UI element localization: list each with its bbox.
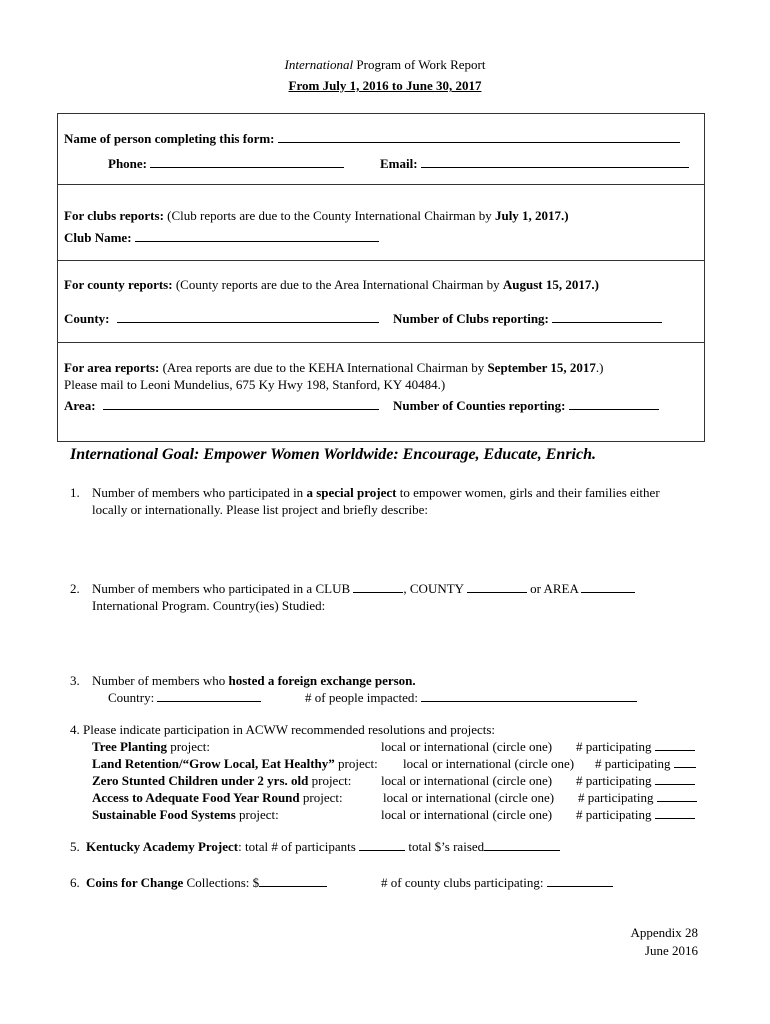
clubs-reporting-row [393, 311, 662, 327]
q4-row-5-part-label: # participating [576, 807, 652, 822]
q6-clubs-field[interactable] [547, 875, 613, 887]
county-lead: For county reports: [64, 277, 173, 292]
q5-bold: Kentucky Academy Project [86, 839, 239, 854]
q6-clubs-label: # of county clubs participating: [381, 875, 547, 890]
phone-row [108, 156, 344, 172]
q4-row-4 [92, 790, 343, 806]
question-2 [70, 581, 635, 597]
q4-row-3-part-label: # participating [576, 773, 652, 788]
county-field[interactable] [117, 311, 379, 323]
question-4-intro: 4. Please indicate participation in ACWW recommended resolutions and projects: [70, 722, 496, 737]
q1-number: 1. [70, 485, 80, 500]
q1-line2: locally or internationally. Please list project and briefly describe: [92, 502, 428, 517]
report-title [0, 57, 770, 73]
question-6 [70, 875, 327, 891]
counties-reporting-label: Number of Counties reporting: [393, 398, 566, 413]
q4-row-1-circle: local or international (circle one) [381, 739, 553, 754]
q4-row-3-participating [576, 773, 695, 789]
phone-label: Phone: [108, 156, 147, 171]
q6-number: 6. [70, 875, 80, 890]
q4-row-2 [92, 756, 378, 772]
q4-row-1-rest: project: [167, 739, 210, 754]
q4-row-5-bold: Sustainable Food Systems [92, 807, 236, 822]
q4-row-5-rest: project: [235, 807, 279, 822]
q4-row-4-bold: Access to Adequate Food Year Round [92, 790, 300, 805]
area-lead: For area reports: [64, 360, 160, 375]
q6-clubs-row [381, 875, 613, 891]
county-row [64, 311, 379, 327]
area-close: .) [595, 360, 604, 375]
email-row [380, 156, 689, 172]
phone-field[interactable] [150, 156, 344, 168]
name-label: Name of person completing this form: [64, 131, 275, 146]
clubs-reporting-label: Number of Clubs reporting: [393, 311, 549, 326]
q4-row-5 [92, 807, 279, 823]
club-name-label: Club Name: [64, 230, 132, 245]
subtitle-text: From July 1, 2016 to June 30, 2017 [288, 78, 482, 93]
title-rest: Program of Work Report [353, 57, 486, 72]
q2-county-field[interactable] [467, 581, 527, 593]
county-label: County: [64, 311, 110, 326]
q2-text-c: or AREA [526, 581, 582, 596]
international-goal: International Goal: Empower Women Worldwide: Encourage, Educate, Enrich. [70, 446, 596, 463]
county-instructions [64, 277, 599, 293]
clubs-instructions [64, 208, 569, 224]
q5-number: 5. [70, 839, 80, 854]
footer-date: June 2016 [644, 943, 698, 958]
email-label: Email: [380, 156, 418, 171]
q4-row-2-rest: project: [334, 756, 378, 771]
area-date: September 15, 2017 [487, 360, 596, 375]
q3-country-label: Country: [108, 690, 158, 705]
q3-impacted-row [305, 690, 637, 706]
divider [57, 260, 705, 261]
name-field[interactable] [278, 131, 680, 143]
area-row [64, 398, 379, 414]
question-5 [70, 839, 560, 855]
q4-row-2-part-label: # participating [595, 756, 671, 771]
q6-bold: Coins for Change [86, 875, 184, 890]
area-label: Area: [64, 398, 96, 413]
q4-row-4-field[interactable] [657, 790, 697, 802]
q4-row-1-participating [576, 739, 695, 755]
area-text: (Area reports are due to the KEHA International Chairman by [159, 360, 488, 375]
report-subtitle [0, 78, 770, 94]
q4-row-3-circle: local or international (circle one) [381, 773, 553, 788]
q4-row-4-rest: project: [299, 790, 343, 805]
question-3 [70, 673, 416, 689]
q2-area-field[interactable] [581, 581, 635, 593]
q4-row-2-bold: Land Retention/“Grow Local, Eat Healthy” [92, 756, 335, 771]
q3-number: 3. [70, 673, 80, 688]
q4-row-1-field[interactable] [655, 739, 695, 751]
clubs-text: (Club reports are due to the County International Chairman by [163, 208, 495, 223]
club-name-row [64, 230, 379, 246]
q2-text-a: Number of members who participated in a CLUB [92, 581, 354, 596]
q5-raised-field[interactable] [484, 839, 560, 851]
q5-text-b: total $’s raised [405, 839, 485, 854]
q4-row-3-rest: project: [308, 773, 352, 788]
name-row [64, 131, 680, 147]
q4-row-4-circle: local or international (circle one) [383, 790, 555, 805]
q4-row-5-participating [576, 807, 695, 823]
q3-bold: hosted a foreign exchange person. [228, 673, 416, 688]
q5-participants-field[interactable] [359, 839, 405, 851]
q4-row-3 [92, 773, 351, 789]
q3-impacted-field[interactable] [421, 690, 637, 702]
q6-collections-field[interactable] [259, 875, 327, 887]
question-1 [70, 485, 660, 501]
q4-row-5-field[interactable] [655, 807, 695, 819]
q4-row-1 [92, 739, 210, 755]
clubs-reporting-field[interactable] [552, 311, 662, 323]
q4-row-2-circle: local or international (circle one) [403, 756, 575, 771]
q2-number: 2. [70, 581, 80, 596]
q3-impacted-label: # of people impacted: [305, 690, 422, 705]
q1-text-b: to empower women, girls and their families either [396, 485, 660, 500]
q4-row-4-part-label: # participating [578, 790, 654, 805]
area-instructions [64, 360, 604, 376]
q2-text-b: , COUNTY [403, 581, 467, 596]
q4-row-2-participating [595, 756, 696, 772]
email-field[interactable] [421, 156, 689, 168]
q1-text-a: Number of members who participated in [92, 485, 307, 500]
appendix-label: Appendix 28 [630, 925, 698, 940]
q4-row-1-part-label: # participating [576, 739, 652, 754]
q3-country-row [108, 690, 261, 706]
clubs-lead: For clubs reports: [64, 208, 164, 223]
counties-reporting-row [393, 398, 659, 414]
area-field[interactable] [103, 398, 379, 410]
title-italic: International [284, 57, 354, 72]
county-text: (County reports are due to the Area International Chairman by [172, 277, 503, 292]
area-mail-address: Please mail to Leoni Mundelius, 675 Ky Hwy 198, Stanford, KY 40484.) [64, 377, 446, 392]
q2-club-field[interactable] [353, 581, 403, 593]
county-date: August 15, 2017.) [502, 277, 599, 292]
q4-row-3-bold: Zero Stunted Children under 2 yrs. old [92, 773, 309, 788]
q3-text-a: Number of members who [92, 673, 229, 688]
q4-row-4-participating [578, 790, 697, 806]
divider [57, 184, 705, 185]
q3-country-field[interactable] [157, 690, 261, 702]
q1-bold: a special project [306, 485, 397, 500]
q5-text-a: : total # of participants [238, 839, 360, 854]
clubs-date: July 1, 2017.) [494, 208, 569, 223]
counties-reporting-field[interactable] [569, 398, 659, 410]
q4-row-2-field[interactable] [674, 756, 696, 768]
club-name-field[interactable] [135, 230, 379, 242]
q2-line2: International Program. Country(ies) Studied: [92, 598, 326, 613]
q4-row-1-bold: Tree Planting [92, 739, 167, 754]
q6-text-a: Collections: $ [183, 875, 260, 890]
divider [57, 342, 705, 343]
q4-row-3-field[interactable] [655, 773, 695, 785]
q4-row-5-circle: local or international (circle one) [381, 807, 553, 822]
